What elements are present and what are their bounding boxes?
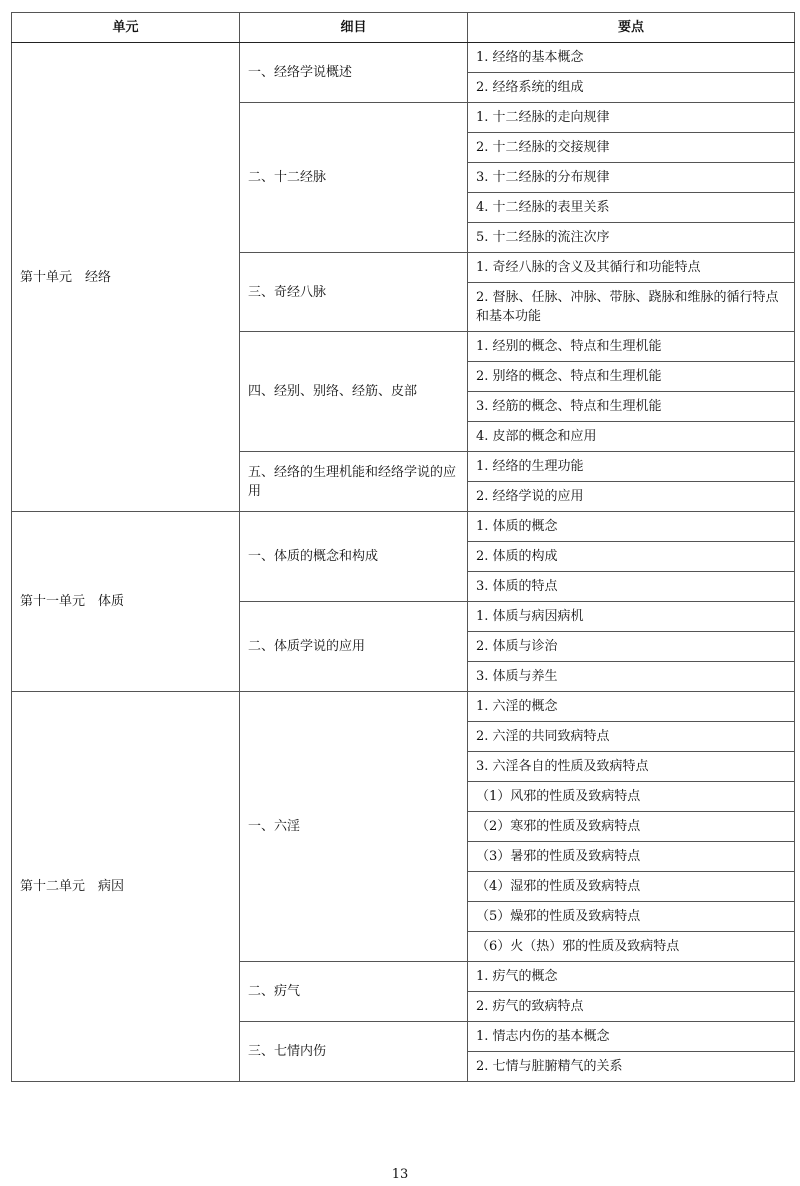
- detail-cell: 五、经络的生理机能和经络学说的应用: [240, 452, 468, 512]
- detail-cell: 一、经络学说概述: [240, 43, 468, 103]
- point-cell: 3. 体质与养生: [468, 662, 795, 692]
- table-row: [12, 43, 795, 73]
- point-cell: 4. 十二经脉的表里关系: [468, 193, 795, 223]
- point-cell: （5）燥邪的性质及致病特点: [468, 902, 795, 932]
- point-cell: 2. 体质与诊治: [468, 632, 795, 662]
- header-unit: 单元: [12, 13, 240, 43]
- point-cell: 1. 六淫的概念: [468, 692, 795, 722]
- point-cell: 3. 体质的特点: [468, 572, 795, 602]
- detail-cell: 二、体质学说的应用: [240, 602, 468, 692]
- point-cell: 1. 情志内伤的基本概念: [468, 1022, 795, 1052]
- page-number: 13: [391, 1167, 409, 1182]
- point-cell: 1. 体质与病因病机: [468, 602, 795, 632]
- point-cell: 2. 疠气的致病特点: [468, 992, 795, 1022]
- point-cell: 2. 七情与脏腑精气的关系: [468, 1052, 795, 1082]
- header-row: [12, 13, 795, 43]
- unit-cell: 第十一单元 体质: [12, 512, 240, 692]
- point-cell: （4）湿邪的性质及致病特点: [468, 872, 795, 902]
- detail-cell: 四、经别、别络、经筋、皮部: [240, 332, 468, 452]
- point-cell: 2. 六淫的共同致病特点: [468, 722, 795, 752]
- point-cell: （2）寒邪的性质及致病特点: [468, 812, 795, 842]
- header-detail: 细目: [240, 13, 468, 43]
- table-row: [12, 512, 795, 542]
- point-cell: 2. 经络学说的应用: [468, 482, 795, 512]
- detail-cell: 一、六淫: [240, 692, 468, 962]
- point-cell: 1. 经络的基本概念: [468, 43, 795, 73]
- point-cell: 2. 十二经脉的交接规律: [468, 133, 795, 163]
- point-cell: 3. 经筋的概念、特点和生理机能: [468, 392, 795, 422]
- unit-cell: 第十二单元 病因: [12, 692, 240, 1082]
- point-cell: 2. 督脉、任脉、冲脉、带脉、跷脉和维脉的循行特点和基本功能: [468, 283, 795, 332]
- detail-cell: 三、七情内伤: [240, 1022, 468, 1082]
- point-cell: （6）火（热）邪的性质及致病特点: [468, 932, 795, 962]
- point-cell: （1）风邪的性质及致病特点: [468, 782, 795, 812]
- detail-cell: 一、体质的概念和构成: [240, 512, 468, 602]
- point-cell: 1. 体质的概念: [468, 512, 795, 542]
- point-cell: 5. 十二经脉的流注次序: [468, 223, 795, 253]
- point-cell: 2. 别络的概念、特点和生理机能: [468, 362, 795, 392]
- detail-cell: 三、奇经八脉: [240, 253, 468, 332]
- unit-cell: 第十单元 经络: [12, 43, 240, 512]
- point-cell: 1. 经别的概念、特点和生理机能: [468, 332, 795, 362]
- point-cell: （3）暑邪的性质及致病特点: [468, 842, 795, 872]
- point-cell: 3. 六淫各自的性质及致病特点: [468, 752, 795, 782]
- detail-cell: 二、疠气: [240, 962, 468, 1022]
- header-point: 要点: [468, 13, 795, 43]
- point-cell: 1. 奇经八脉的含义及其循行和功能特点: [468, 253, 795, 283]
- detail-cell: 二、十二经脉: [240, 103, 468, 253]
- table-body: [12, 43, 795, 1082]
- point-cell: 1. 经络的生理功能: [468, 452, 795, 482]
- syllabus-table: [11, 12, 795, 1082]
- table-row: [12, 692, 795, 722]
- point-cell: 3. 十二经脉的分布规律: [468, 163, 795, 193]
- point-cell: 2. 体质的构成: [468, 542, 795, 572]
- point-cell: 1. 疠气的概念: [468, 962, 795, 992]
- point-cell: 4. 皮部的概念和应用: [468, 422, 795, 452]
- point-cell: 1. 十二经脉的走向规律: [468, 103, 795, 133]
- point-cell: 2. 经络系统的组成: [468, 73, 795, 103]
